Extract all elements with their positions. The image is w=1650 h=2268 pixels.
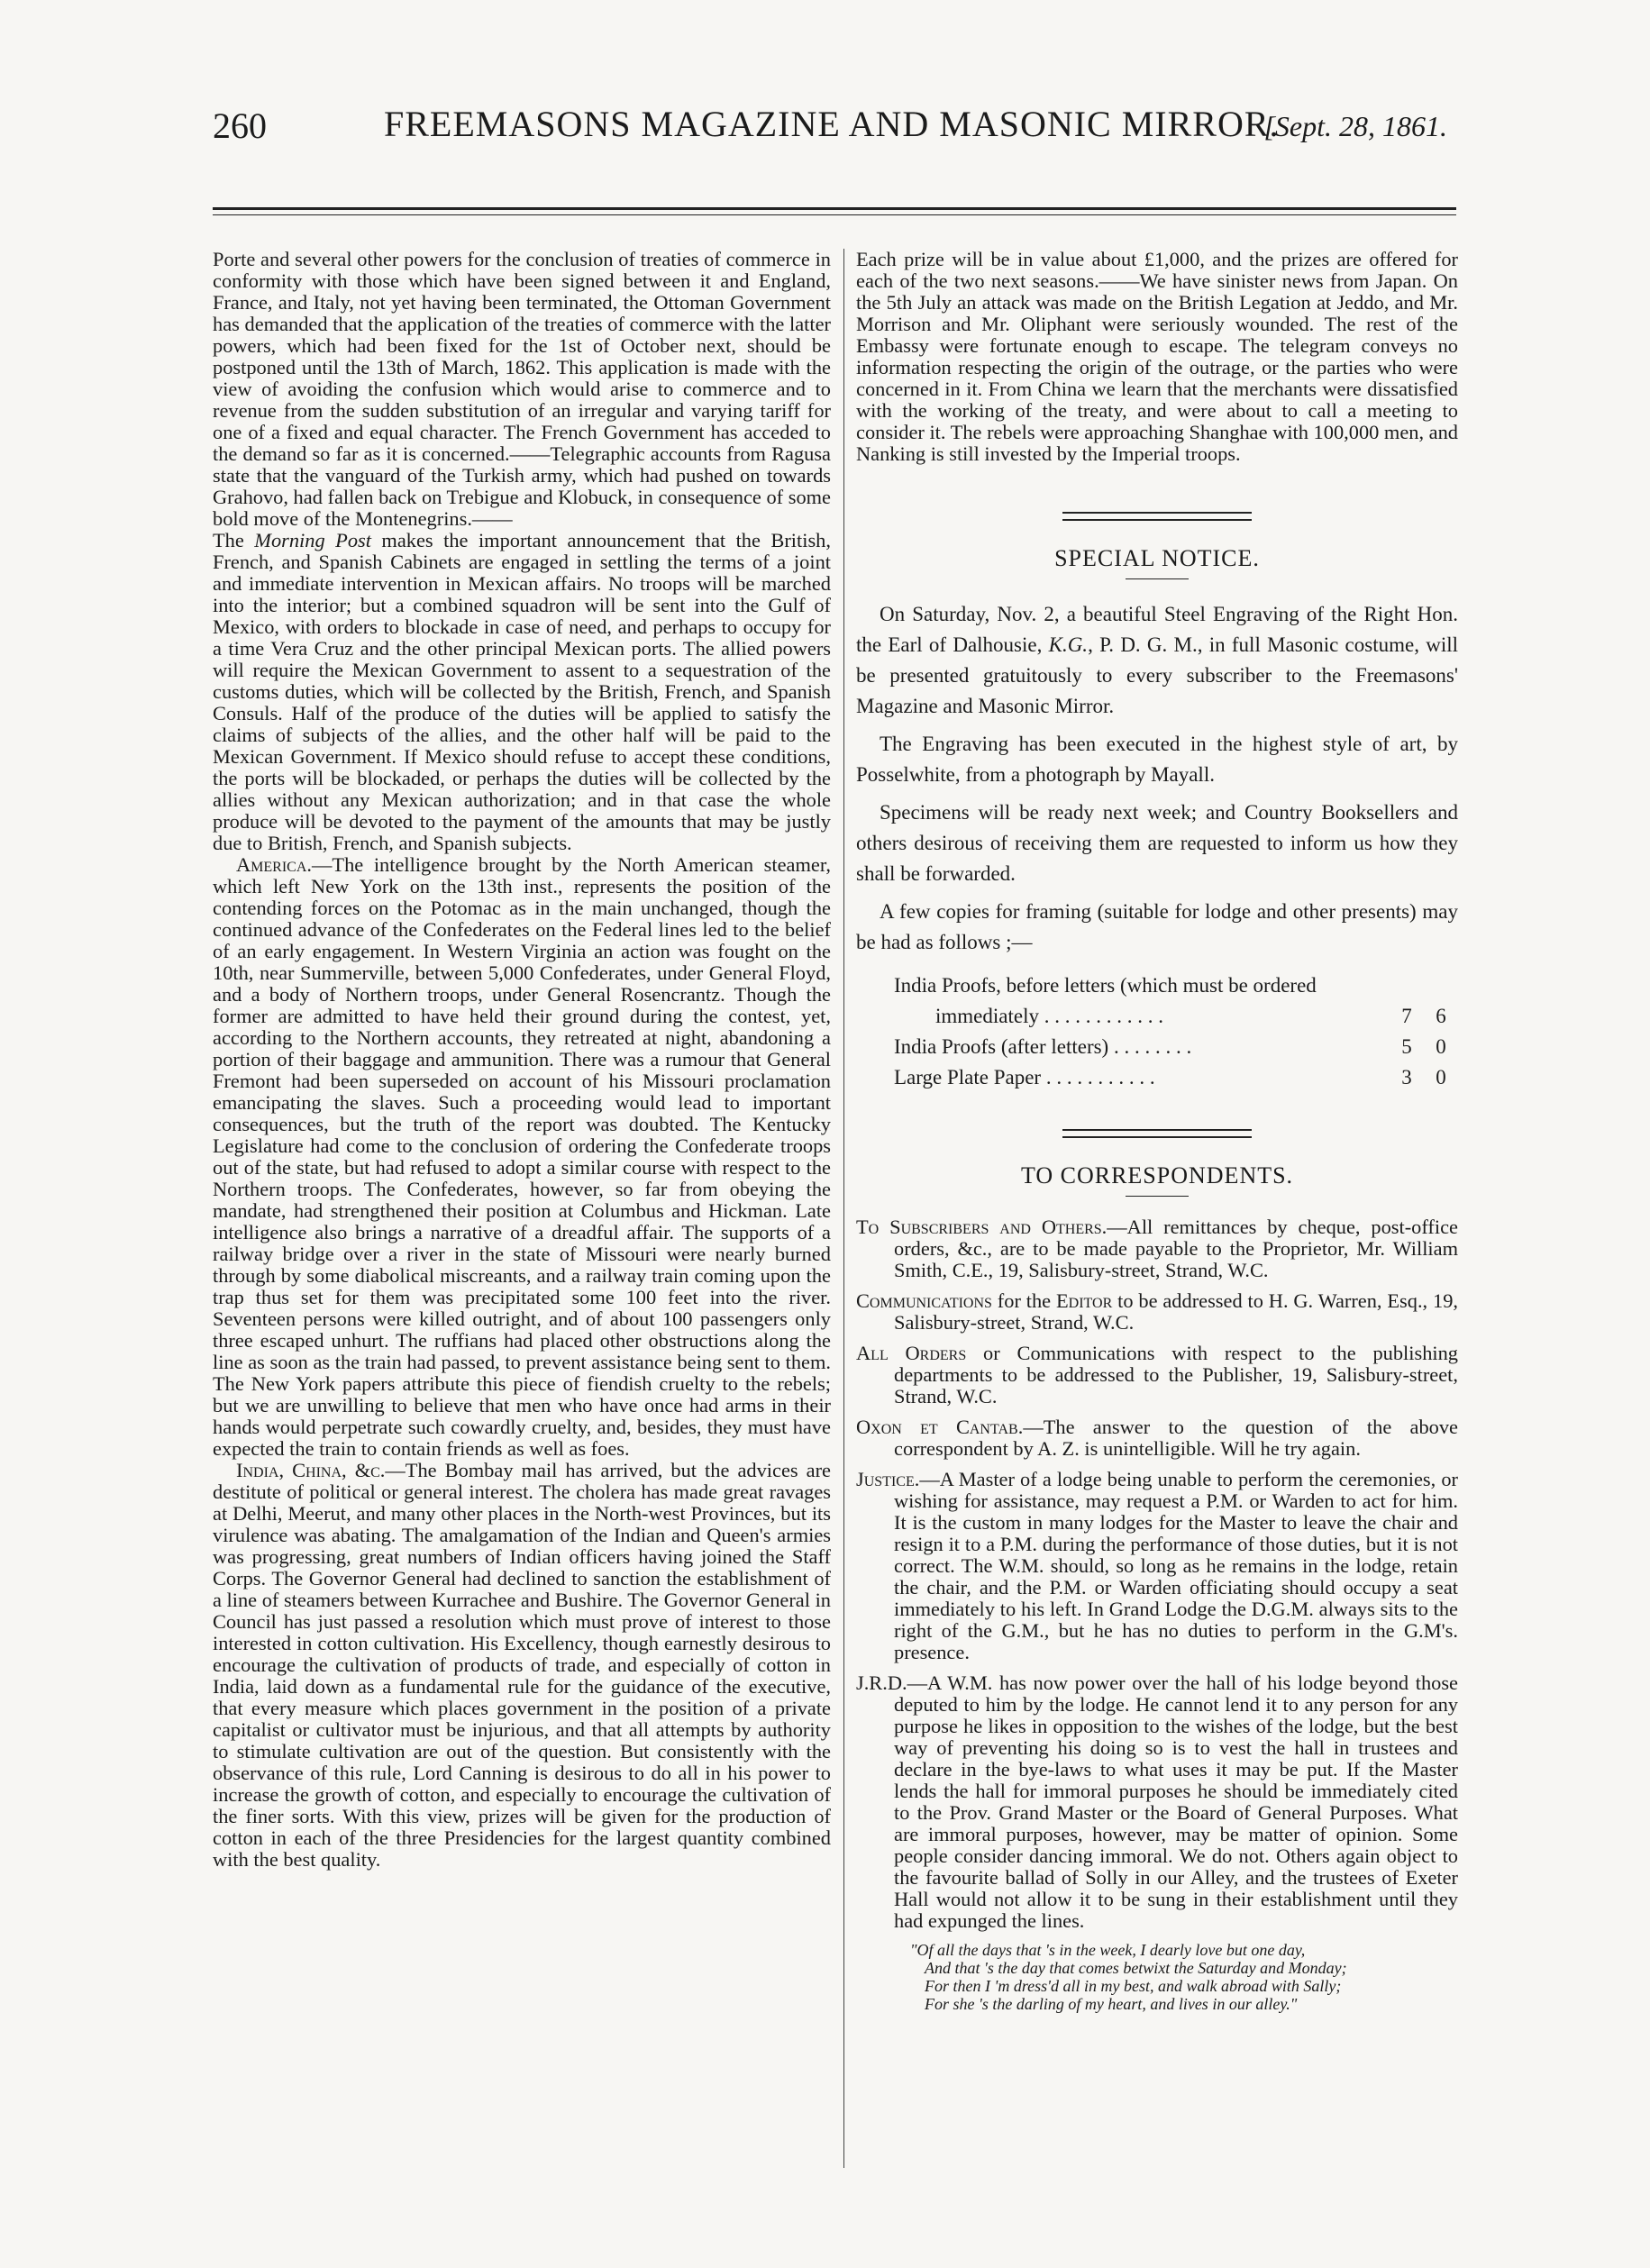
special-notice-body (856, 599, 1458, 958)
notice-paragraph: A few copies for framing (suitable for lodge and other presents) may be had as follows ;— (856, 900, 1458, 953)
verse-line: For then I 'm dress'd all in my best, and walk abroad with Sally; (925, 1977, 1342, 1995)
price-row: Large Plate Paper . . . . . . . . . . . 3 0 (894, 1062, 1458, 1093)
price-shillings: 5 (1401, 1035, 1412, 1058)
correspondent-item: Oxon et Cantab.—The answer to the question of the above correspondent by A. Z. is unintelligible. Will he try again. (856, 1416, 1458, 1460)
correspondent-item: To Subscribers and Others.—All remittances by cheque, post-office orders, &c., are to be made payable to the Proprietor, Mr. William Smith, C.E., 19, Salisbury-street, Strand, W.C. (856, 1216, 1458, 1281)
notice-paragraph: The Engraving has been executed in the highest style of art, by Posselwhite, from a photograph by Mayall. (856, 733, 1458, 786)
section-ornament-rule (1062, 512, 1252, 521)
correspondent-item: All Orders or Communications with respect to the publishing departments to be addressed to the Publisher, 19, Salisbury-street, Strand, W.C. (856, 1342, 1459, 1407)
price-row: India Proofs, before letters (which must be ordered (894, 974, 1317, 997)
correspondent-item: J.R.D.—A W.M. has now power over the hall of his lodge beyond those deputed to him by the lodge. He cannot lend it to any person for any purpose he likes in opposition to the wishes of the lodge, but the best way of preventing his doing so is to vest the hall in trustees and declare in the bye-laws to what uses it may be put. If the Master lends the hall for immoral purposes he should be immediately cited to the Prov. Grand Master or the Board of General Purposes. What are immoral purposes, however, may be matter of opinion. Some people consider dancing immoral. We do not. Others again object to the favourite ballad of Solly in our Alley, and the trustees of Exeter Hall would not allow it to be sung in their establishment until they had expunged the lines. (856, 1671, 1458, 1932)
column-divider (843, 249, 844, 2168)
price-shillings: 7 (1401, 1005, 1412, 1027)
price-row: India Proofs (after letters) . . . . . . . . 5 0 (894, 1032, 1458, 1062)
price-pence: 6 (1436, 1005, 1446, 1027)
verse-quote (910, 1941, 1458, 2013)
page-number: 260 (213, 105, 267, 146)
short-rule (1126, 1196, 1189, 1197)
short-rule (1126, 578, 1189, 579)
section-ornament-rule (1062, 1129, 1252, 1138)
correspondents-title: TO CORRESPONDENTS. (1020, 1162, 1294, 1189)
price-list (894, 970, 1458, 1093)
price-pence: 0 (1436, 1066, 1446, 1088)
verse-line: And that 's the day that comes betwixt the Saturday and Monday; (925, 1959, 1347, 1977)
verse-line: For she 's the darling of my heart, and lives in our alley." (925, 1995, 1298, 2013)
page-header (213, 99, 1447, 153)
section-head-america: America. (236, 853, 312, 876)
header-double-rule (213, 207, 1456, 215)
paragraph-mexico: The Morning Post makes the important announcement that the British, French, and Spanish Cabinets are engaged in settling the terms of a joint and immediate intervention in Mexican affairs. No troops will be marched into the interior; but a combined squadron will be sent into the Gulf of Mexico, with orders to blockade in case of need, and perhaps to occupy for a time Vera Cruz and the other principal Mexican ports. The allied powers will require the Mexican Government to assent to a sequestration of the customs duties, which will be collected by the British, French, and Spanish Consuls. Half of the produce of the duties will be applied to satisfy the claims of subjects of the allies, and the other half will be paid to the Mexican Government. If Mexico should refuse to accept these conditions, the ports will be blockaded, or perhaps the duties will be collected by the allies without any Mexican authorization; and in that case the whole produce will be devoted to the payment of the amounts that may be justly due to British, French, and Spanish subjects. (213, 529, 831, 854)
verse-line: "Of all the days that 's in the week, I dearly love but one day, (910, 1941, 1306, 1959)
correspondent-item: Justice.—A Master of a lodge being unable to perform the ceremonies, or wishing for assistance, may request a P.M. or Warden to act for him. It is the custom in many lodges for the Master to leave the chair and resign it to a P.M. during the performance of those duties, but it is not correct. The W.M. should, so long as he remains in the lodge, retain the chair, and the P.M. or Warden officiating should occupy a seat immediately to his left. In Grand Lodge the D.G.M. always sits to the right of the G.M., but he has no duties to perform in the G.M's. presence. (856, 1468, 1458, 1663)
notice-paragraph: On Saturday, Nov. 2, a beautiful Steel Engraving of the Right Hon. the Earl of Dalhousie, K.G., P. D. G. M., in full Masonic costume, will be presented gratuitously to every subscriber to the Freemasons' Magazine and Masonic Mirror. (856, 603, 1458, 717)
left-column (213, 249, 831, 2186)
correspondent-item: Communications for the Editor to be addressed to H. G. Warren, Esq., 19, Salisbury-street, Strand, W.C. (856, 1289, 1458, 1334)
issue-date: [Sept. 28, 1861. (1263, 110, 1447, 142)
section-head-india: India, China, &c. (236, 1459, 386, 1481)
newspaper-name: Morning Post (254, 529, 371, 551)
paragraph-japan-china: Each prize will be in value about £1,000, and the prizes are offered for each of the two next seasons.——We have sinister news from Japan. On the 5th July an attack was made on the British Legation at Jeddo, and Mr. Morrison and Mr. Oliphant were seriously wounded. The rest of the Embassy were fortunate enough to escape. The telegram conveys no information respecting the origin of the outrage, or the parties who were concerned in it. From China we learn that the merchants were dissatisfied with the working of the treaty, and were about to call a meeting to consider it. The rebels were approaching Shanghae with 100,000 men, and Nanking is still invested by the Imperial troops. (856, 248, 1459, 465)
price-row: immediately . . . . . . . . . . . . 7 6 (894, 1001, 1458, 1032)
special-notice-title: SPECIAL NOTICE. (1054, 545, 1260, 571)
correspondents-list (856, 1216, 1458, 1932)
price-pence: 0 (1436, 1035, 1446, 1058)
paragraph-turkey: Porte and several other powers for the conclusion of treaties of commerce in conformity with those which have been signed between it and England, France, and Italy, not yet having been terminated, the Ottoman Government has demanded that the application of the treaties of commerce with the latter powers, which had been fixed for the 1st of October next, should be postponed until the 13th of March, 1862. This application is made with the view of avoiding the confusion which would arise to commerce and to revenue from the sudden substitution of an irregular and varying tariff for one of a fixed and equal character. The French Government has acceded to the demand so far as it is concerned.——Telegraphic accounts from Ragusa state that the vanguard of the Turkish army, which had pushed on towards Grahovo, had fallen back on Trebigue and Klobuck, in consequence of some bold move of the Montenegrins.—— (213, 248, 831, 530)
right-column (856, 249, 1458, 2186)
notice-paragraph: Specimens will be ready next week; and Country Booksellers and others desirous of receiving them are requested to inform us how they shall be forwarded. (856, 801, 1458, 885)
price-shillings: 3 (1401, 1066, 1412, 1088)
paragraph-america: America.—The intelligence brought by the North American steamer, which left New York on the 13th inst., represents the position of the contending forces on the Potomac as in the main unchanged, though the continued advance of the Confederates on the Federal lines led to the belief of an early engagement. In Western Virginia an action was fought on the 10th, near Summerville, between 5,000 Confederates, under General Floyd, and a body of Northern troops, under General Rosencrantz. Though the former are admitted to have held their ground during the contest, yet, according to the Northern accounts, they retreated at night, abandoning a portion of their baggage and ammunition. There was a rumour that General Fremont had been superseded on account of his Missouri proclamation emancipating the slaves. Such a proceeding would lead to important consequences, but the truth of the report was doubted. The Kentucky Legislature had come to the conclusion of ordering the Confederate troops out of the state, but had refused to adopt a similar course with respect to the Northern troops. The Confederates, however, so far from obeying the mandate, had strengthened their position at Columbus and Hickman. Late intelligence also brings a narrative of a dreadful affair. The supports of a railway bridge over a river in the state of Missouri were nearly burned through by some diabolical miscreants, and a railway train coming upon the trap thus set for them was precipitated some 100 feet into the river. Seventeen persons were killed outright, and of about 100 passengers only three escaped unhurt. The ruffians had placed other obstructions along the line as soon as the train had passed, to prevent assistance being sent to them. The New York papers attribute this piece of fiendish cruelty to the rebels; but we are unwilling to believe that men who have once had arms in their hands would perpetrate such cowardly cruelty, and, besides, they must have expected the train to contain friends as well as foes. (213, 853, 831, 1460)
masthead-title: FREEMASONS MAGAZINE AND MASONIC MIRROR. (384, 104, 1280, 144)
paragraph-india: India, China, &c.—The Bombay mail has arrived, but the advices are destitute of political or general interest. The cholera has made great ravages at Delhi, Meerut, and many other places in the North-west Provinces, but its virulence was abating. The amalgamation of the Indian and Queen's armies was progressing, great numbers of Indian officers having joined the Staff Corps. The Governor General had declined to sanction the establishment of a line of steamers between Kurrachee and Bushire. The Governor General in Council has just passed a resolution which must prove of interest to those interested in cotton cultivation. His Excellency, though earnestly desirous to encourage the cultivation of products of trade, and especially of cotton in India, laid down as a fundamental rule for the guidance of the executive, that every measure which places government in the position of a private capitalist or cultivator must be injurious, and that all attempts by authority to stimulate cultivation are out of the question. But consistently with the observance of this rule, Lord Canning is desirous to do all in his power to increase the growth of cotton, and especially to encourage the cultivation of the finer sorts. With this view, prizes will be given for the production of cotton in each of the three Presidencies for the largest quantity combined with the best quality. (213, 1459, 831, 1871)
